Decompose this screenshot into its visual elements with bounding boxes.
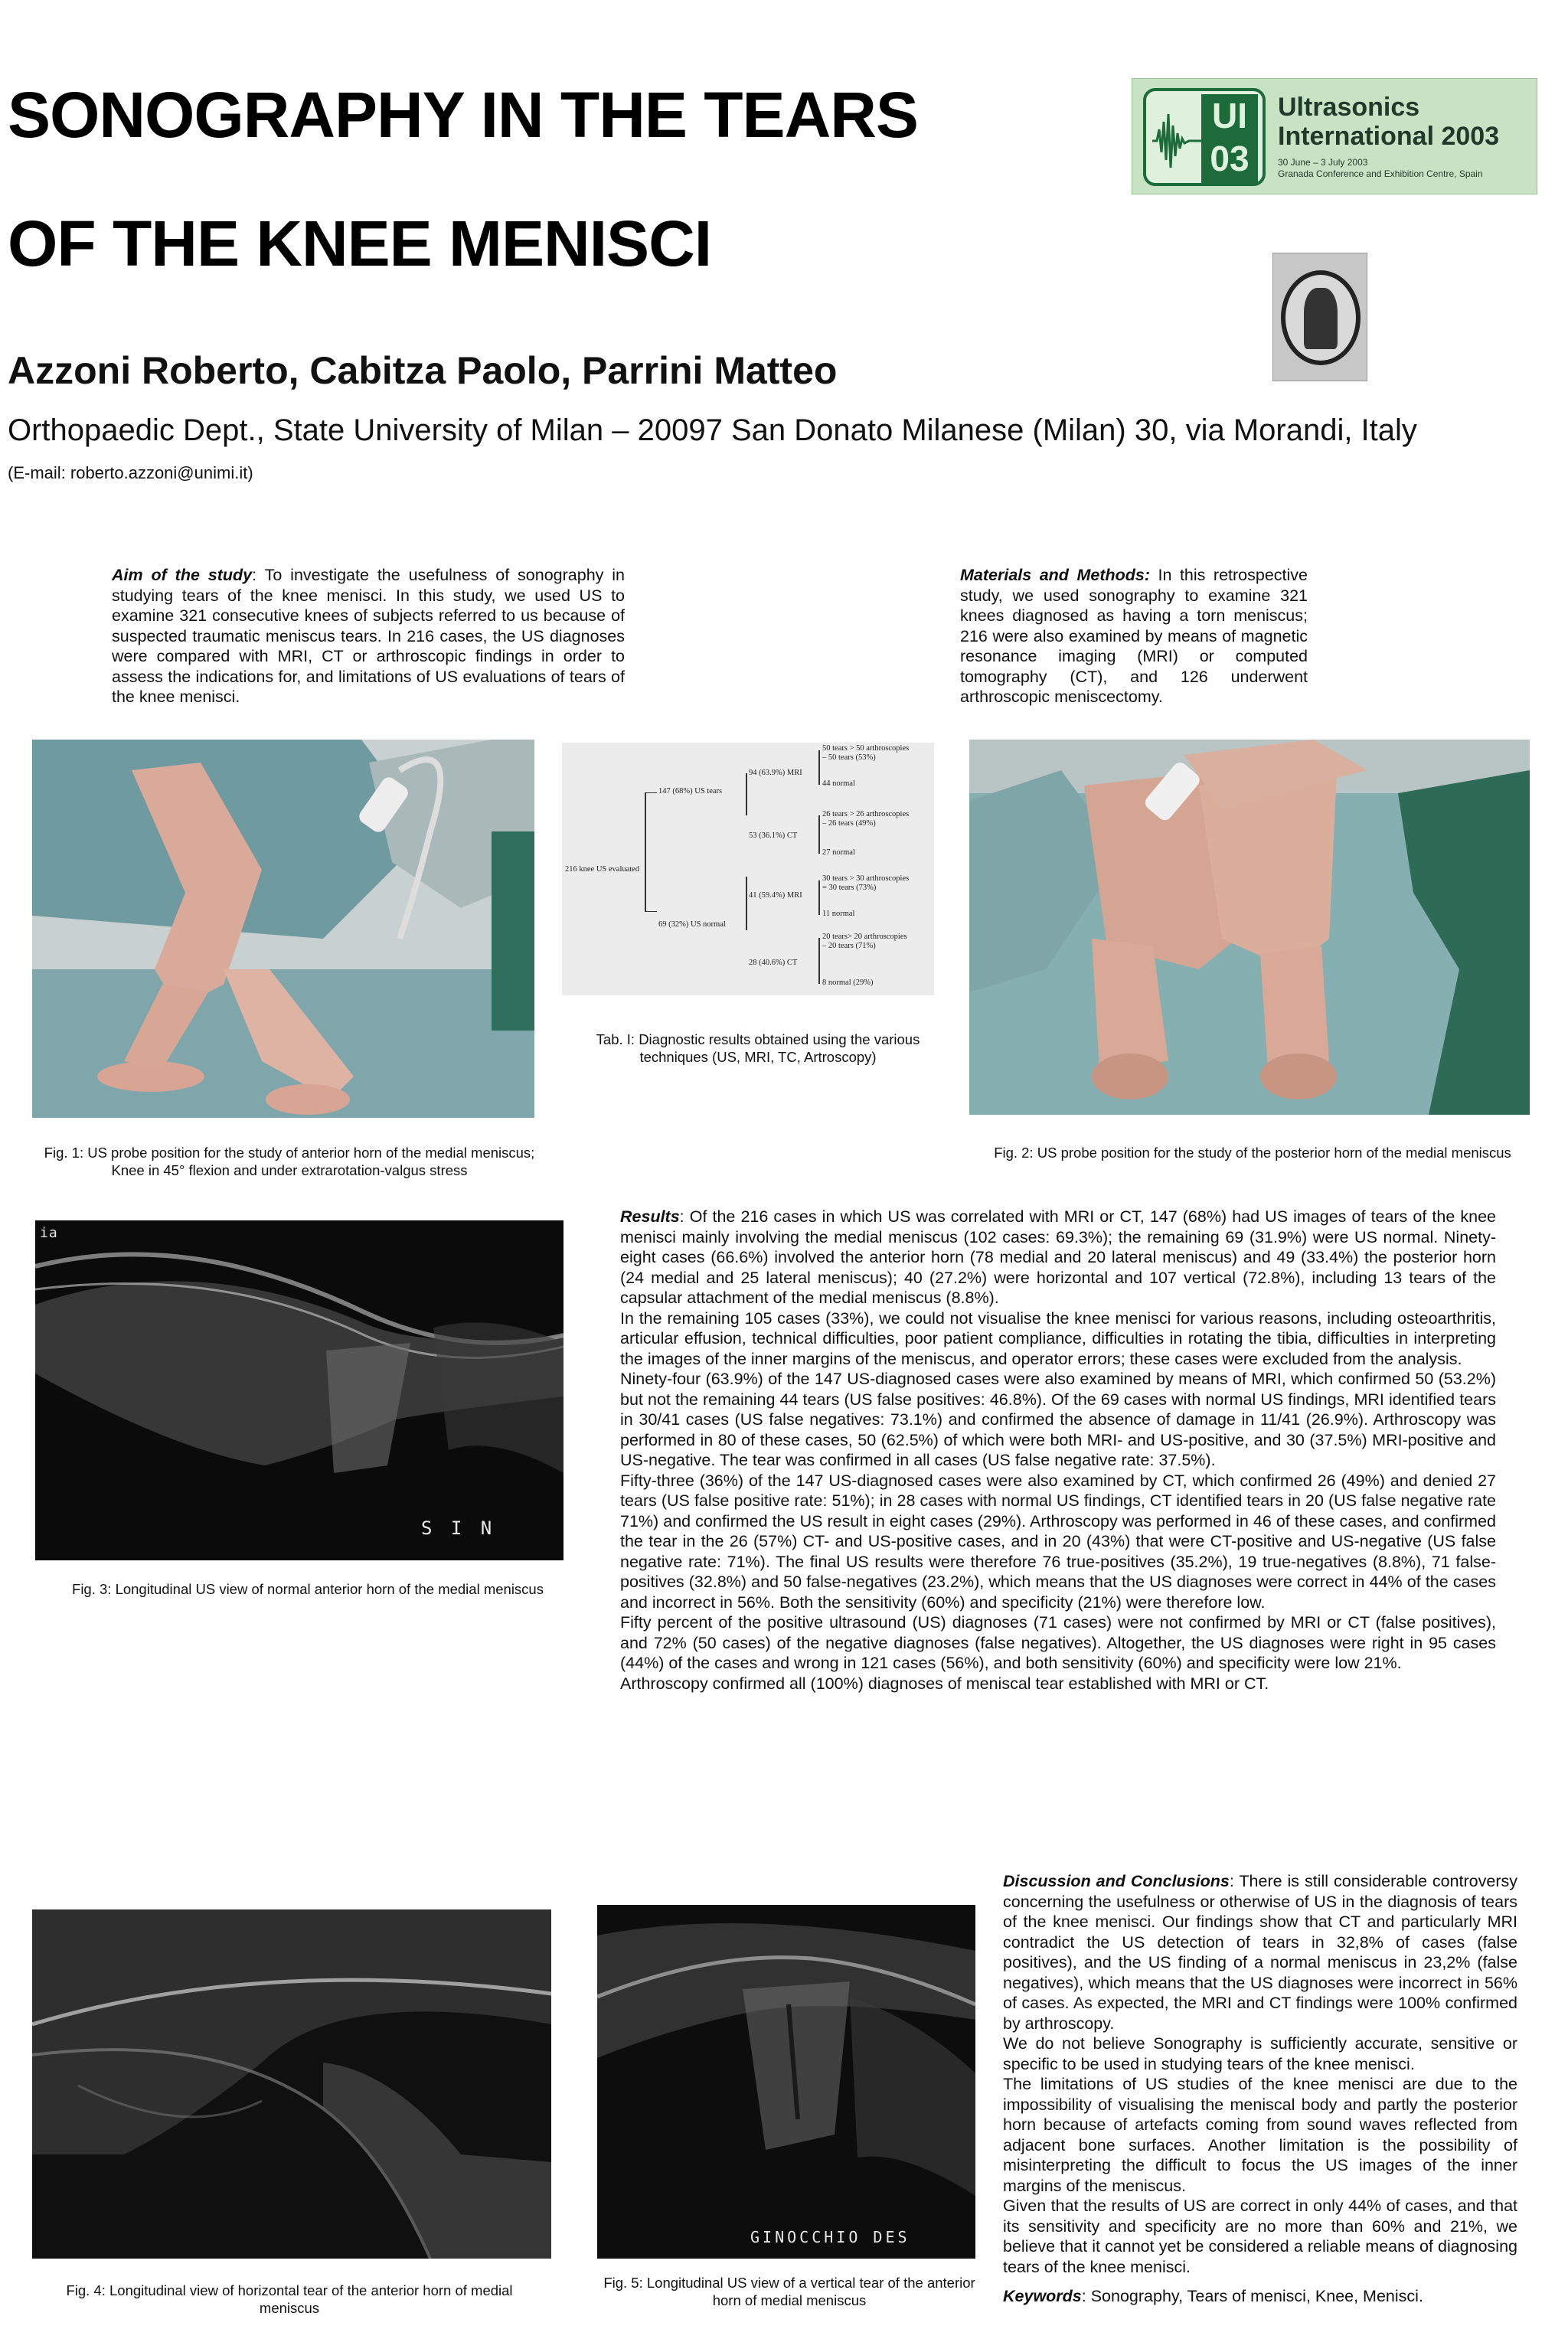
fig1-caption: Fig. 1: US probe position for the study of anterior horn of the medial meniscus; Knee in 45° flexion and under extrarotation-valgus stress xyxy=(44,1145,535,1178)
discussion-p2: We do not believe Sonography is sufficiently accurate, sensitive or specific to be used in studying tears of the knee menisci. xyxy=(1003,2034,1517,2073)
fig5-ultrasound xyxy=(597,1905,975,2259)
tree-leaf: 30 tears > 30 arthroscopies xyxy=(822,874,910,883)
table1-decision-tree xyxy=(562,743,934,995)
tree-line xyxy=(818,815,820,854)
results-label: Results xyxy=(620,1207,680,1226)
fig2-photo xyxy=(969,740,1530,1115)
discussion-p1: : There is still considerable controversy concerning the usefulness or otherwise of US in the diagnosis of tears of the knee menisci. Our findings show that CT and particularly MRI contradict the US detection of tears in 32,8% of cases (false positives), and the US finding of a normal meniscus in 23,2% (false negatives), which means that the US diagnoses were incorrect in 56% of cases. As expected, the MRI and CT findings were 100% confirmed by arthroscopy. xyxy=(1003,1872,1518,2033)
conference-logo xyxy=(1132,78,1537,194)
tree-leaf: 44 normal xyxy=(822,779,855,788)
fig3-side-label: S I N xyxy=(421,1517,496,1539)
tree-us-tears: 147 (68%) US tears xyxy=(658,787,723,795)
fig5-side-label: GINOCCHIO DES xyxy=(750,2228,910,2246)
fig3-ultrasound xyxy=(35,1220,564,1560)
results-p1: : Of the 216 cases in which US was correlated with MRI or CT, 147 (68%) had US images of tears of the knee menisci mainly involving the medial meniscus (102 cases: 69.3%); the remaining 69 (31.9%) were US normal. Ninety-eight cases (66.6%) involved the anterior horn (78 medial and 20 lateral meniscus) and 49 (33.4%) the posterior horn (24 medial and 25 lateral meniscus); 40 (27.2%) were horizontal and 107 vertical (72.8%), including 13 tears of the capsular attachment of the medial meniscus (8.8%). xyxy=(620,1207,1496,1307)
tree-leaf: – 20 tears (71%) xyxy=(822,942,876,950)
tree-leaf: 20 tears> 20 arthroscopies xyxy=(822,933,907,941)
fig3-corner-label: ia xyxy=(40,1225,58,1241)
poster-title-line1: SONOGRAPHY IN THE TEARS xyxy=(8,79,918,151)
poster-title-line2: OF THE KNEE MENISCI xyxy=(8,207,712,279)
tree-us-normal: 69 (32%) US normal xyxy=(658,920,726,929)
tree-leaf: – 26 tears (49%) xyxy=(822,819,876,828)
tree-line xyxy=(645,911,657,912)
tree-leaf: 26 tears > 26 arthroscopies xyxy=(822,810,910,818)
affiliation: Orthopaedic Dept., State University of Milan – 20097 San Donato Milanese (Milan) 30, via Morandi, Italy xyxy=(8,413,1417,447)
university-seal xyxy=(1272,253,1367,381)
methods-section xyxy=(960,565,1308,707)
methods-text: In this retrospective study, we used sonography to examine 321 knees diagnosed as having a torn meniscus; 216 were also examined by means of magnetic resonance imaging (MRI) or computed tomography (CT), and 126 underwent arthroscopic meniscectomy. xyxy=(960,566,1308,706)
aim-label: Aim of the study xyxy=(112,566,253,584)
discussion-p3: The limitations of US studies of the knee menisci are due to the impossibility of visualising the meniscal body and partly the posterior horn because of artefacts coming from sound waves reflected from adjacent bone surfaces. Another limitation is the possibility of misinterpreting the difficult to focus the US images of the inner margins of the meniscus. xyxy=(1003,2075,1517,2195)
waveform-icon xyxy=(1152,106,1206,175)
tree-line xyxy=(818,750,820,785)
discussion-p4: Given that the results of US are correct in only 44% of cases, and that its sensitivity and specificity are no more than 60% and 21%, we believe that it cannot yet be considered a reliable means of diagnosing tears of the knee menisci. xyxy=(1003,2197,1517,2276)
authors: Azzoni Roberto, Cabitza Paolo, Parrini Matteo xyxy=(8,349,838,392)
email: (E-mail: roberto.azzoni@unimi.it) xyxy=(8,463,253,482)
fig4-ultrasound xyxy=(32,1909,551,2259)
tree-line xyxy=(746,877,747,930)
tree-leaf: 27 normal xyxy=(822,848,855,857)
results-p5: Fifty percent of the positive ultrasound (US) diagnoses (71 cases) were not confirmed by MRI or CT (false positives), and 72% (50 cases) of the negative diagnoses (false negatives). Altogether, the US diagnoses were right in 95 cases (44%) of the cases and wrong in 121 cases (56%), and both sensitivity (60%) and specificity were low 21%. xyxy=(620,1613,1496,1672)
fig5-caption: Fig. 5: Longitudinal US view of a vertical tear of the anterior horn of medial meniscus xyxy=(603,2275,975,2308)
methods-label: Materials and Methods: xyxy=(960,566,1150,584)
fig2-caption: Fig. 2: US probe position for the study of the posterior horn of the medial meniscus xyxy=(994,1145,1511,1161)
tree-line xyxy=(818,938,820,984)
tree-leaf: 50 tears > 50 arthroscopies xyxy=(822,744,910,753)
keywords-text: : Sonography, Tears of menisci, Knee, Menisci. xyxy=(1081,2287,1423,2305)
tree-line xyxy=(645,792,657,793)
results-section xyxy=(620,1207,1496,1694)
tree-root: 216 knee US evaluated xyxy=(565,865,640,874)
tree-ct-1: 53 (36.1%) CT xyxy=(749,831,798,840)
logo-dates: 30 June – 3 July 2003 Granada Conference and Exhibition Centre, Spain xyxy=(1278,157,1483,179)
tree-ct-2: 28 (40.6%) CT xyxy=(749,959,798,967)
fig1-photo xyxy=(32,740,534,1118)
aim-section xyxy=(112,565,625,707)
logo-badge-number: UI 03 xyxy=(1201,94,1258,183)
logo-name: Ultrasonics International 2003 xyxy=(1278,93,1500,151)
tree-mri-2: 41 (59.4%) MRI xyxy=(749,891,802,900)
aim-text: : To investigate the usefulness of sonography in studying tears of the knee menisci. In this study, we used US to examine 321 consecutive knees of subjects referred to us because of suspected traumatic meniscus tears. In 216 cases, the US diagnoses were compared with MRI, CT or arthroscopic findings in order to assess the indications for, and limitations of US evaluations of tears of the knee menisci. xyxy=(112,566,626,706)
tree-leaf: 11 normal xyxy=(822,910,855,918)
tree-mri-1: 94 (63.9%) MRI xyxy=(749,769,802,777)
table1-caption: Tab. I: Diagnostic results obtained using the various techniques (US, MRI, TC, Artroscopy) xyxy=(596,1031,920,1065)
logo-badge xyxy=(1143,88,1266,186)
tree-line xyxy=(818,880,820,915)
fig3-caption: Fig. 3: Longitudinal US view of normal anterior horn of the medial meniscus xyxy=(72,1581,544,1597)
results-p3: Ninety-four (63.9%) of the 147 US-diagnosed cases were also examined by means of MRI, which confirmed 50 (53.2%) but not the remaining 44 tears (US false positives: 46.8%). Of the 69 cases with normal US findings, MRI identified tears in 30/41 cases (US false negatives: 73.1%) and confirmed the absence of damage in 11/41 (26.9%). Arthroscopy was performed in 80 of these cases, 50 (62.5%) of which were both MRI- and US-positive, and 30 (37.5%) MRI-positive and US-negative. The tear was confirmed in all cases (US false negative rate: 37.5%). xyxy=(620,1370,1496,1469)
discussion-label: Discussion and Conclusions xyxy=(1003,1872,1230,1890)
fig4-caption: Fig. 4: Longitudinal view of horizontal tear of the anterior horn of medial meniscus xyxy=(66,2282,513,2316)
tree-line xyxy=(645,792,646,911)
tree-line xyxy=(746,773,747,815)
keywords-label: Keywords xyxy=(1003,2287,1082,2305)
results-p4: Fifty-three (36%) of the 147 US-diagnosed cases were also examined by CT, which confirmed 26 (49%) and denied 27 tears (US false positive rate: 51%); in 28 cases with normal US findings, CT identified tears in 20 (US false negative rate 71%) and confirmed the US result in eight cases (29%). Arthroscopy was performed in 46 of these cases, and confirmed the tear in the 26 (57%) CT- and US-positive cases, and in 20 (43%) that were CT-positive and US-negative (US false negative rate: 71%). The final US results were therefore 76 true-positives (35.2%), 19 true-negatives (8.8%), 71 false-positives (32.8%) and 50 false-negatives (23.2%), which means that the US diagnoses were correct in 44% of the cases and incorrect in 56%. Both the sensitivity (60%) and specificity (21%) were therefore low. xyxy=(620,1471,1496,1612)
seal-figure xyxy=(1304,288,1338,349)
discussion-section xyxy=(1003,1871,1517,2307)
tree-leaf: 8 normal (29%) xyxy=(822,978,874,987)
results-p6: Arthroscopy confirmed all (100%) diagnoses of meniscal tear established with MRI or CT. xyxy=(620,1674,1269,1693)
tree-leaf: = 30 tears (73%) xyxy=(822,884,877,892)
tree-leaf: – 50 tears (53%) xyxy=(822,753,876,762)
results-p2: In the remaining 105 cases (33%), we could not visualise the knee menisci for various reasons, including osteoarthritis, articular effusion, technical difficulties, poor patient compliance, difficulties in rotating the tibia, difficulties in interpreting the images of the inner margins of the meniscus, and operator errors; these cases were excluded from the analysis. xyxy=(620,1308,1496,1368)
